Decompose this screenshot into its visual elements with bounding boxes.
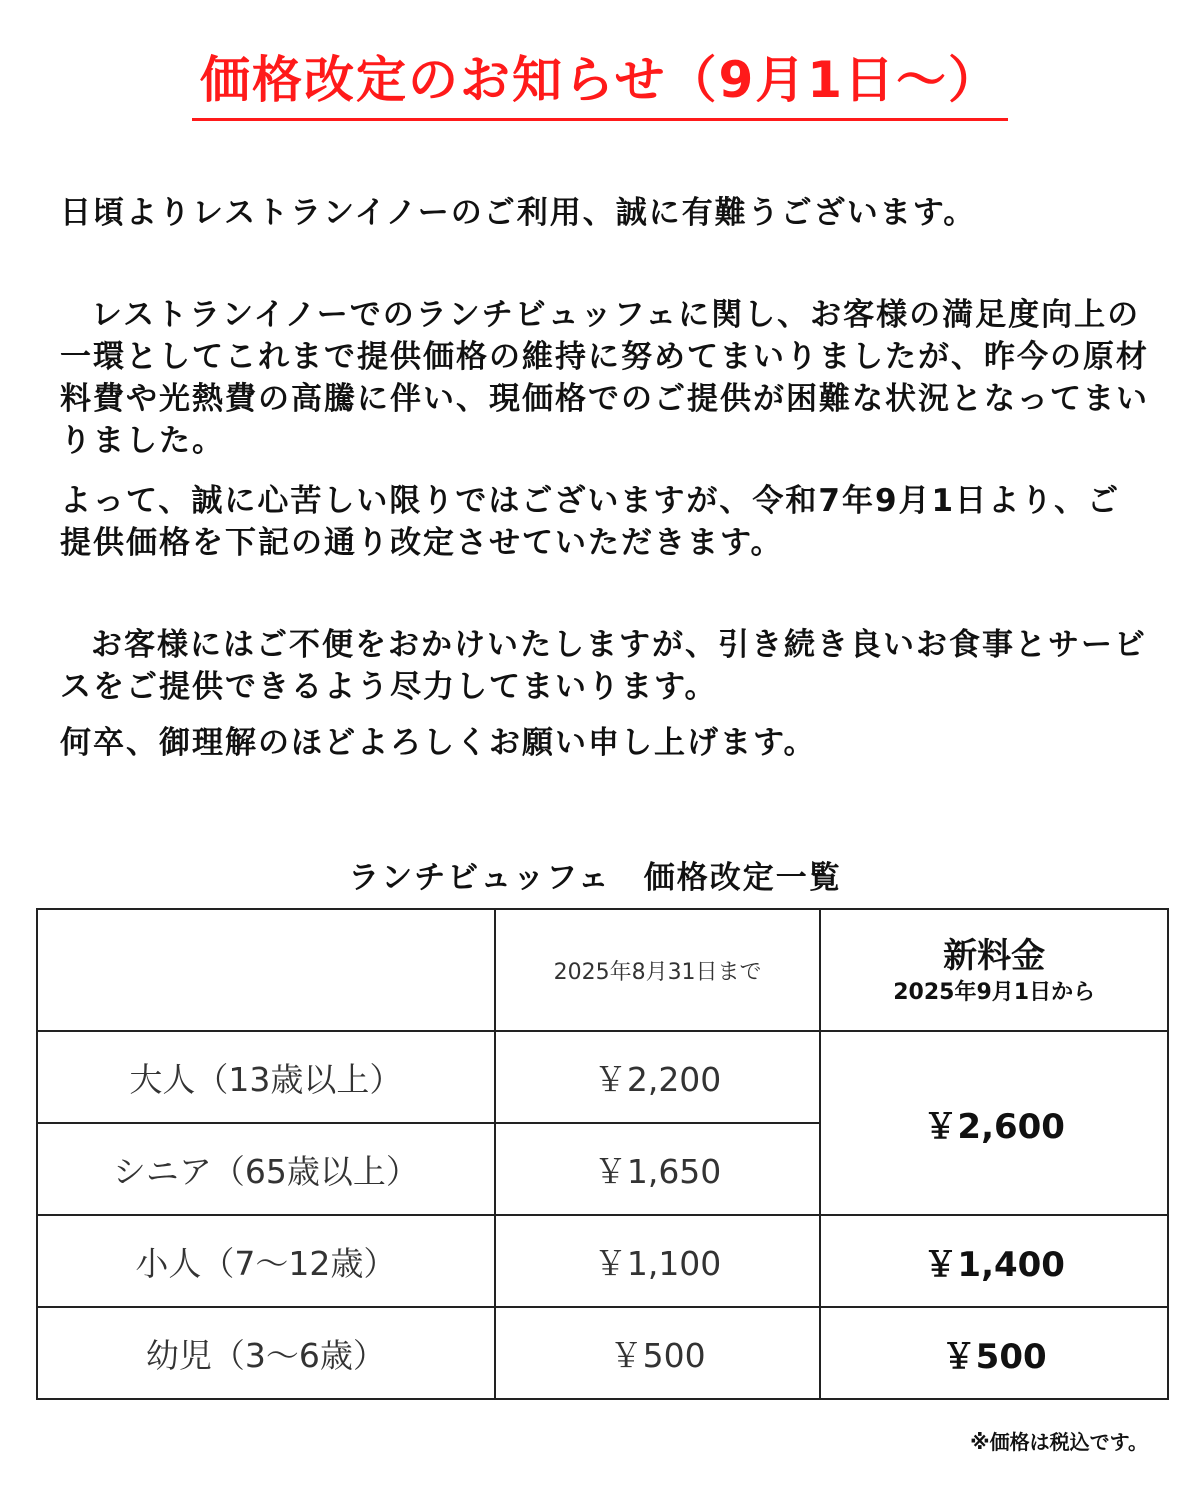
tax-note: ※価格は税込です。 — [970, 1430, 1148, 1454]
table-title: ランチビュッフェ 価格改定一覧 — [348, 860, 842, 896]
category-cell: 小人（7～12歳） — [37, 1215, 495, 1307]
table-row — [37, 1031, 1168, 1123]
table-header-row — [37, 909, 1168, 1031]
category-cell: 幼児（3～6歳） — [37, 1307, 495, 1399]
old-price-cell: ￥1,100 — [495, 1215, 821, 1307]
page-title: 価格改定のお知らせ（9月1日～） — [192, 48, 1008, 121]
header-new-price-date: 2025年9月1日から — [893, 980, 1096, 1005]
old-price-cell: ￥2,200 — [495, 1031, 821, 1123]
price-table — [36, 908, 1169, 1400]
category-cell: 大人（13歳以上） — [37, 1031, 495, 1123]
old-price-cell: ￥500 — [495, 1307, 821, 1399]
announcement-paragraph: よって、誠に心苦しい限りではございますが、令和7年9月1日より、ご提供価格を下記の通り改定させていただきます。 — [60, 483, 1121, 561]
new-price-cell: ￥500 — [820, 1307, 1168, 1399]
table-row — [37, 1307, 1168, 1399]
apology-paragraph: お客様にはご不便をおかけいたしますが、引き続き良いお食事とサービスをご提供できるよう尽力してまいります。 — [60, 627, 1147, 705]
table-row — [37, 1215, 1168, 1307]
header-empty-cell — [37, 909, 495, 1031]
category-cell: シニア（65歳以上） — [37, 1123, 495, 1215]
header-old-price: 2025年8月31日まで — [495, 909, 821, 1031]
closing-paragraph: 何卒、御理解のほどよろしくお願い申し上げます。 — [60, 725, 817, 761]
new-price-cell: ￥1,400 — [820, 1215, 1168, 1307]
header-new-price-label: 新料金 — [943, 936, 1046, 976]
old-price-cell: ￥1,650 — [495, 1123, 821, 1215]
header — [0, 48, 1200, 121]
greeting-paragraph: 日頃よりレストランイノーのご利用、誠に有難うございます。 — [60, 195, 977, 231]
reason-paragraph: レストランイノーでのランチビュッフェに関し、お客様の満足度向上の一環としてこれまで提供価格の維持に努めてまいりましたが、昨今の原材料費や光熱費の高騰に伴い、現価格でのご提供が困難な状況となってまいりました。 — [60, 297, 1149, 459]
header-new-price — [820, 909, 1168, 1031]
new-price-cell: ￥2,600 — [820, 1031, 1168, 1215]
